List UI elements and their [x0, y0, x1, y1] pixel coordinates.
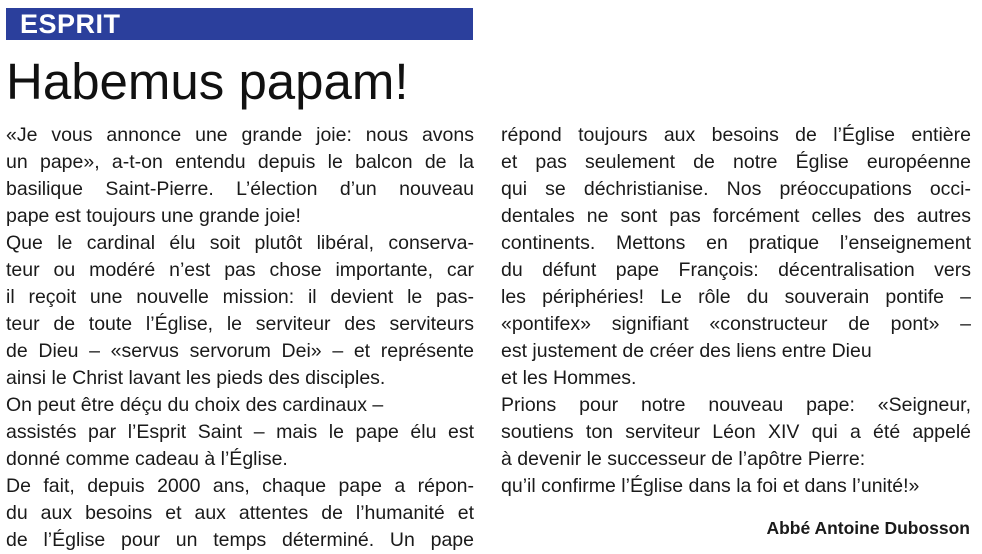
article-title: Habemus papam!	[6, 53, 409, 110]
text-line: basilique Saint-Pierre. L’élection d’un nouveau	[6, 178, 474, 200]
text-line: à devenir le successeur de l’apôtre Pierre:	[501, 448, 866, 470]
text-line: et pas seulement de notre Église européenne	[501, 151, 971, 173]
text-line: assistés par l’Esprit Saint – mais le pape élu est	[6, 421, 474, 443]
text-line: de Dieu – «servus servorum Dei» – et représente	[6, 340, 474, 362]
text-line: du aux besoins et aux attentes de l’humanité et	[6, 502, 474, 524]
author-signature: Abbé Antoine Dubosson	[766, 518, 970, 538]
text-line: Que le cardinal élu soit plutôt libéral, conserva-	[6, 232, 474, 254]
text-line: pape est toujours une grande joie!	[6, 205, 301, 227]
section-label: ESPRIT	[20, 9, 121, 39]
article-column-right	[501, 122, 971, 500]
text-line: qui se déchristianise. Nos préoccupations occi-	[501, 178, 971, 200]
section-header-band	[6, 8, 473, 40]
text-line: dentales ne sont pas forcément celles des autres	[501, 205, 971, 227]
text-line: teur de toute l’Église, le serviteur des serviteurs	[6, 313, 474, 335]
text-line: teur ou modéré n’est pas chose importante, car	[6, 259, 474, 281]
text-line: et les Hommes.	[501, 367, 637, 389]
article-column-left	[6, 122, 474, 554]
text-line: De fait, depuis 2000 ans, chaque pape a répon-	[6, 475, 474, 497]
text-line: un pape», a-t-on entendu depuis le balcon de la	[6, 151, 474, 173]
text-line: il reçoit une nouvelle mission: il devient le pas-	[6, 286, 474, 308]
text-line: de l’Église pour un temps déterminé. Un pape	[6, 529, 474, 551]
text-line: soutiens ton serviteur Léon XIV qui a été appelé	[501, 421, 971, 443]
text-line: On peut être déçu du choix des cardinaux –	[6, 394, 384, 416]
text-line: ainsi le Christ lavant les pieds des disciples.	[6, 367, 386, 389]
text-line: donné comme cadeau à l’Église.	[6, 448, 288, 470]
text-line: les périphéries! Le rôle du souverain pontife –	[501, 286, 971, 308]
text-line: Prions pour notre nouveau pape: «Seigneur,	[501, 394, 971, 416]
text-line: qu’il confirme l’Église dans la foi et dans l’unité!»	[501, 475, 920, 497]
text-line: «pontifex» signifiant «constructeur de pont» –	[501, 313, 971, 335]
text-line: répond toujours aux besoins de l’Église entière	[501, 124, 971, 146]
text-line: est justement de créer des liens entre Dieu	[501, 340, 872, 362]
text-line: continents. Mettons en pratique l’enseignement	[501, 232, 971, 254]
text-line: du défunt pape François: décentralisation vers	[501, 259, 971, 281]
text-line: «Je vous annonce une grande joie: nous avons	[6, 124, 474, 146]
